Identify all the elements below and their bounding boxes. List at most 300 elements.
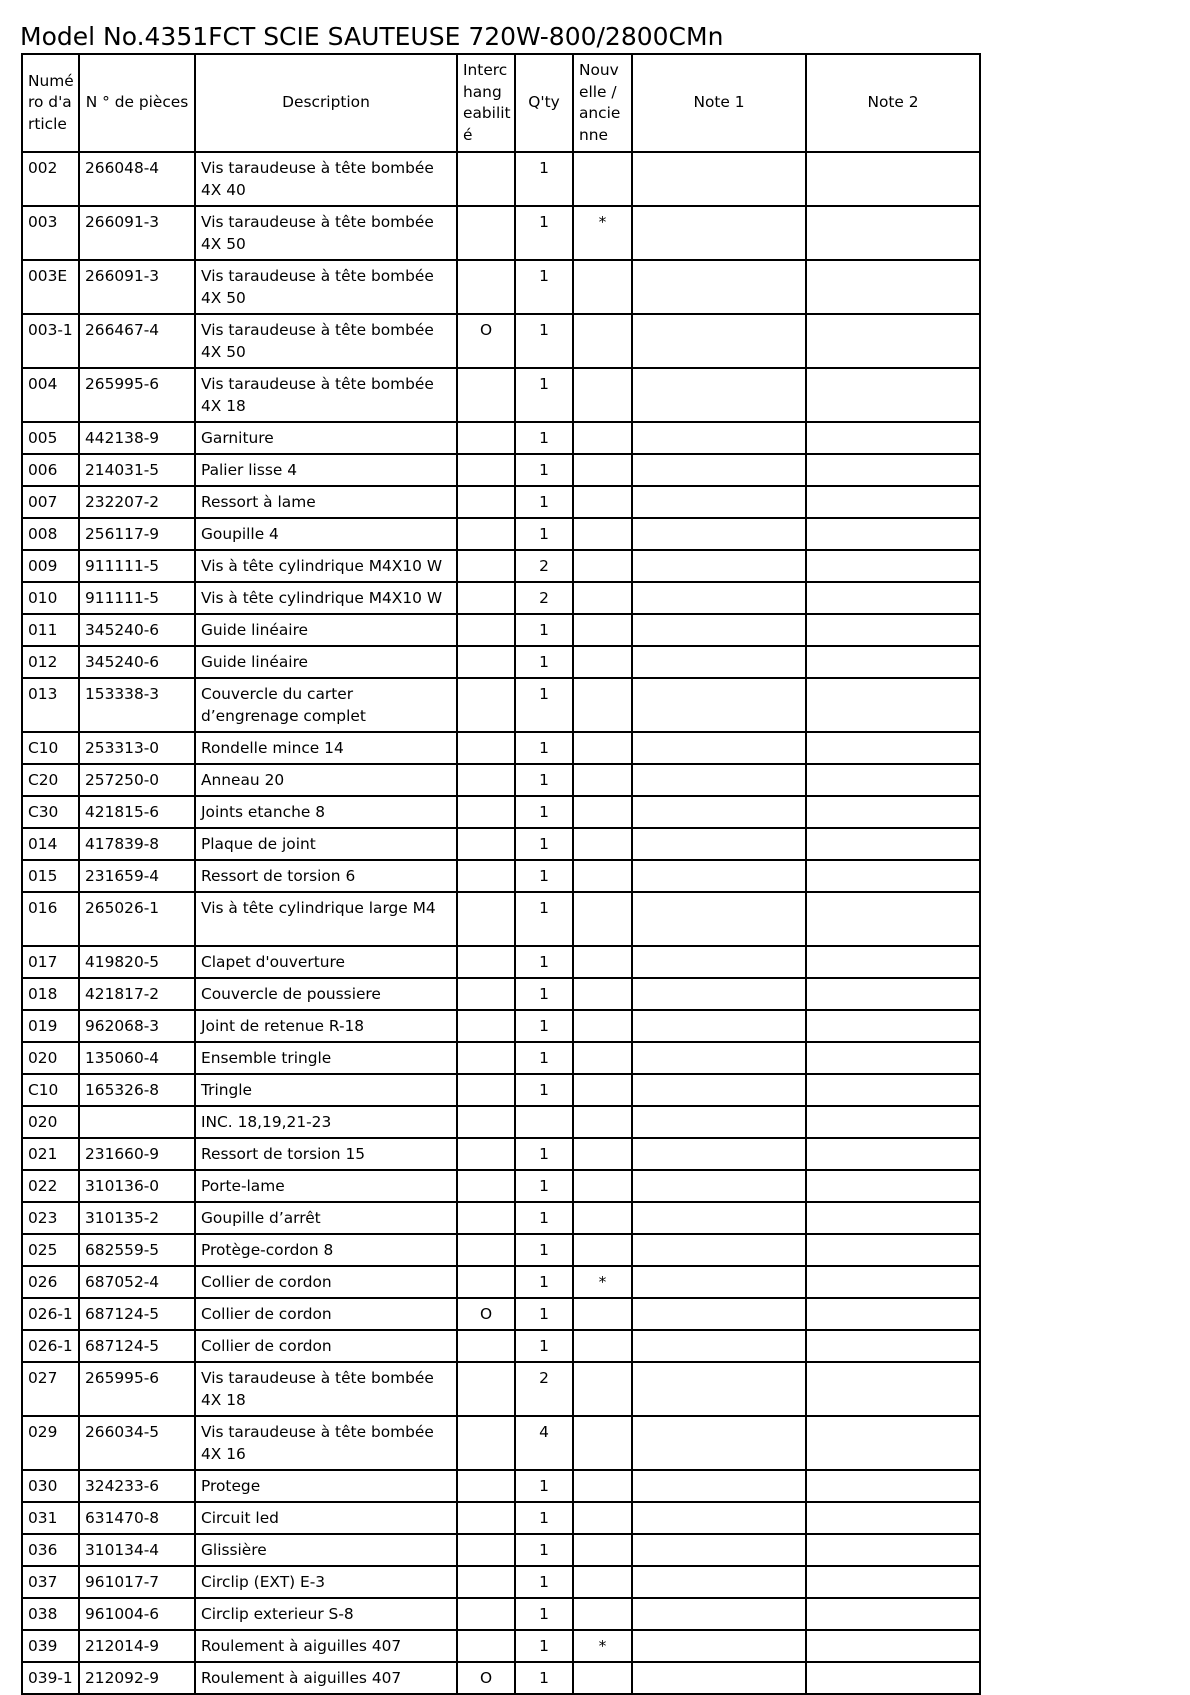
- cell-quantity: 1: [515, 860, 573, 892]
- cell-item-number: 005: [22, 422, 79, 454]
- table-row: [22, 732, 980, 764]
- cell-interchangeability: [457, 1598, 515, 1630]
- cell-note-2: [806, 454, 980, 486]
- cell-interchangeability: O: [457, 1298, 515, 1330]
- cell-quantity: 1: [515, 1266, 573, 1298]
- cell-item-number: 003-1: [22, 314, 79, 368]
- cell-quantity: 1: [515, 1470, 573, 1502]
- cell-item-number: 026-1: [22, 1298, 79, 1330]
- cell-quantity: 1: [515, 518, 573, 550]
- cell-description: Guide linéaire: [195, 646, 457, 678]
- cell-description: Glissière: [195, 1534, 457, 1566]
- header-part-number: N ° de pièces: [79, 54, 195, 152]
- cell-new-old: *: [573, 1630, 632, 1662]
- cell-interchangeability: [457, 1234, 515, 1266]
- cell-interchangeability: [457, 152, 515, 206]
- cell-note-1: [632, 1416, 806, 1470]
- cell-quantity: 1: [515, 1042, 573, 1074]
- cell-note-1: [632, 1138, 806, 1170]
- cell-interchangeability: [457, 892, 515, 946]
- cell-quantity: 1: [515, 1502, 573, 1534]
- cell-new-old: [573, 860, 632, 892]
- cell-note-1: [632, 1330, 806, 1362]
- cell-note-2: [806, 550, 980, 582]
- cell-description: Guide linéaire: [195, 614, 457, 646]
- cell-note-1: [632, 732, 806, 764]
- cell-description: Vis taraudeuse à tête bombée 4X 16: [195, 1416, 457, 1470]
- cell-description: Ressort de torsion 15: [195, 1138, 457, 1170]
- cell-item-number: 013: [22, 678, 79, 732]
- table-header-row: [22, 54, 980, 152]
- cell-new-old: [573, 368, 632, 422]
- cell-new-old: [573, 614, 632, 646]
- cell-new-old: [573, 1534, 632, 1566]
- cell-description: Collier de cordon: [195, 1330, 457, 1362]
- cell-note-1: [632, 978, 806, 1010]
- cell-note-1: [632, 260, 806, 314]
- cell-new-old: [573, 646, 632, 678]
- cell-note-2: [806, 1630, 980, 1662]
- cell-note-1: [632, 1074, 806, 1106]
- cell-quantity: 1: [515, 1330, 573, 1362]
- cell-note-2: [806, 206, 980, 260]
- table-row: [22, 1662, 980, 1694]
- table-row: [22, 1266, 980, 1298]
- cell-note-2: [806, 892, 980, 946]
- cell-quantity: 1: [515, 732, 573, 764]
- cell-item-number: 012: [22, 646, 79, 678]
- cell-new-old: [573, 1662, 632, 1694]
- cell-part-number: 231660-9: [79, 1138, 195, 1170]
- cell-part-number: 421817-2: [79, 978, 195, 1010]
- cell-part-number: 631470-8: [79, 1502, 195, 1534]
- cell-part-number: 687124-5: [79, 1330, 195, 1362]
- cell-note-1: [632, 1234, 806, 1266]
- cell-interchangeability: [457, 1202, 515, 1234]
- cell-note-1: [632, 1298, 806, 1330]
- cell-note-2: [806, 978, 980, 1010]
- cell-item-number: 003: [22, 206, 79, 260]
- table-row: [22, 1170, 980, 1202]
- cell-description: Couvercle du carter d’engrenage complet: [195, 678, 457, 732]
- table-row: [22, 614, 980, 646]
- cell-interchangeability: [457, 1534, 515, 1566]
- cell-note-2: [806, 1202, 980, 1234]
- header-quantity: Q'ty: [515, 54, 573, 152]
- cell-note-1: [632, 678, 806, 732]
- cell-description: Vis à tête cylindrique large M4: [195, 892, 457, 946]
- cell-interchangeability: [457, 206, 515, 260]
- cell-new-old: [573, 582, 632, 614]
- cell-interchangeability: [457, 1170, 515, 1202]
- table-row: [22, 1502, 980, 1534]
- cell-note-2: [806, 1266, 980, 1298]
- cell-quantity: 1: [515, 1202, 573, 1234]
- cell-note-2: [806, 260, 980, 314]
- table-row: [22, 860, 980, 892]
- cell-note-2: [806, 764, 980, 796]
- cell-item-number: 020: [22, 1106, 79, 1138]
- header-item-number: Numé ro d'a rticle: [22, 54, 79, 152]
- cell-new-old: [573, 1362, 632, 1416]
- cell-new-old: [573, 1074, 632, 1106]
- cell-quantity: 1: [515, 614, 573, 646]
- cell-note-1: [632, 1106, 806, 1138]
- cell-item-number: 009: [22, 550, 79, 582]
- table-row: [22, 206, 980, 260]
- cell-note-2: [806, 1534, 980, 1566]
- cell-note-2: [806, 614, 980, 646]
- cell-note-1: [632, 764, 806, 796]
- cell-note-1: [632, 796, 806, 828]
- table-row: [22, 486, 980, 518]
- cell-note-1: [632, 486, 806, 518]
- cell-part-number: 135060-4: [79, 1042, 195, 1074]
- cell-note-2: [806, 1010, 980, 1042]
- cell-item-number: 004: [22, 368, 79, 422]
- table-row: [22, 1566, 980, 1598]
- cell-part-number: 266091-3: [79, 260, 195, 314]
- cell-new-old: [573, 978, 632, 1010]
- table-row: [22, 1534, 980, 1566]
- cell-part-number: 265995-6: [79, 1362, 195, 1416]
- cell-note-2: [806, 1042, 980, 1074]
- table-row: [22, 646, 980, 678]
- cell-interchangeability: [457, 732, 515, 764]
- cell-new-old: [573, 454, 632, 486]
- header-note-2: Note 2: [806, 54, 980, 152]
- cell-part-number: 231659-4: [79, 860, 195, 892]
- cell-item-number: 023: [22, 1202, 79, 1234]
- cell-quantity: 1: [515, 1074, 573, 1106]
- cell-note-1: [632, 1042, 806, 1074]
- cell-new-old: [573, 678, 632, 732]
- cell-item-number: 026-1: [22, 1330, 79, 1362]
- cell-interchangeability: O: [457, 314, 515, 368]
- cell-new-old: [573, 828, 632, 860]
- cell-quantity: [515, 1106, 573, 1138]
- cell-note-1: [632, 1470, 806, 1502]
- cell-note-1: [632, 1598, 806, 1630]
- cell-note-1: [632, 1266, 806, 1298]
- cell-quantity: 1: [515, 828, 573, 860]
- table-row: [22, 1202, 980, 1234]
- cell-quantity: 1: [515, 646, 573, 678]
- cell-interchangeability: [457, 646, 515, 678]
- cell-description: Ensemble tringle: [195, 1042, 457, 1074]
- cell-quantity: 1: [515, 946, 573, 978]
- cell-item-number: 003E: [22, 260, 79, 314]
- cell-note-1: [632, 582, 806, 614]
- cell-item-number: C10: [22, 732, 79, 764]
- page-title: Model No.4351FCT SCIE SAUTEUSE 720W-800/2800CMn: [20, 22, 724, 51]
- table-row: [22, 1298, 980, 1330]
- cell-description: Protege: [195, 1470, 457, 1502]
- cell-note-2: [806, 1566, 980, 1598]
- table-row: [22, 1138, 980, 1170]
- cell-interchangeability: [457, 1106, 515, 1138]
- cell-new-old: [573, 1330, 632, 1362]
- table-row: [22, 764, 980, 796]
- table-row: [22, 1470, 980, 1502]
- cell-new-old: [573, 1416, 632, 1470]
- cell-new-old: [573, 1106, 632, 1138]
- cell-part-number: 153338-3: [79, 678, 195, 732]
- cell-description: Joint de retenue R-18: [195, 1010, 457, 1042]
- cell-description: Anneau 20: [195, 764, 457, 796]
- cell-note-2: [806, 422, 980, 454]
- cell-quantity: 2: [515, 1362, 573, 1416]
- cell-item-number: 038: [22, 1598, 79, 1630]
- table-row: [22, 260, 980, 314]
- cell-description: Goupille 4: [195, 518, 457, 550]
- table-row: [22, 796, 980, 828]
- cell-item-number: C20: [22, 764, 79, 796]
- header-description: Description: [195, 54, 457, 152]
- cell-part-number: 310135-2: [79, 1202, 195, 1234]
- cell-note-2: [806, 152, 980, 206]
- cell-description: Circlip exterieur S-8: [195, 1598, 457, 1630]
- table-row: [22, 678, 980, 732]
- table-row: [22, 422, 980, 454]
- cell-interchangeability: [457, 486, 515, 518]
- header-note-1: Note 1: [632, 54, 806, 152]
- cell-note-2: [806, 314, 980, 368]
- cell-note-2: [806, 1362, 980, 1416]
- cell-new-old: [573, 1138, 632, 1170]
- cell-note-2: [806, 1470, 980, 1502]
- cell-interchangeability: [457, 1630, 515, 1662]
- cell-part-number: [79, 1106, 195, 1138]
- cell-description: Vis taraudeuse à tête bombée 4X 18: [195, 368, 457, 422]
- cell-quantity: 1: [515, 764, 573, 796]
- cell-quantity: 1: [515, 152, 573, 206]
- cell-item-number: 031: [22, 1502, 79, 1534]
- cell-interchangeability: [457, 1330, 515, 1362]
- cell-note-1: [632, 206, 806, 260]
- cell-part-number: 266467-4: [79, 314, 195, 368]
- cell-new-old: [573, 518, 632, 550]
- cell-interchangeability: [457, 828, 515, 860]
- cell-item-number: 026: [22, 1266, 79, 1298]
- cell-note-2: [806, 1074, 980, 1106]
- table-row: [22, 892, 980, 946]
- cell-interchangeability: [457, 1266, 515, 1298]
- cell-interchangeability: [457, 1138, 515, 1170]
- cell-interchangeability: [457, 614, 515, 646]
- cell-part-number: 442138-9: [79, 422, 195, 454]
- cell-interchangeability: [457, 368, 515, 422]
- cell-interchangeability: [457, 860, 515, 892]
- cell-interchangeability: [457, 518, 515, 550]
- cell-quantity: 1: [515, 1662, 573, 1694]
- parts-table: [21, 53, 981, 1695]
- cell-item-number: 037: [22, 1566, 79, 1598]
- cell-interchangeability: [457, 422, 515, 454]
- cell-description: Roulement à aiguilles 407: [195, 1630, 457, 1662]
- table-row: [22, 828, 980, 860]
- cell-part-number: 911111-5: [79, 582, 195, 614]
- cell-note-1: [632, 828, 806, 860]
- cell-quantity: 1: [515, 1010, 573, 1042]
- cell-interchangeability: [457, 550, 515, 582]
- cell-item-number: 016: [22, 892, 79, 946]
- cell-note-1: [632, 1566, 806, 1598]
- cell-quantity: 1: [515, 1534, 573, 1566]
- cell-quantity: 1: [515, 206, 573, 260]
- cell-interchangeability: [457, 678, 515, 732]
- header-new-old: Nouv elle / ancie nne: [573, 54, 632, 152]
- cell-interchangeability: [457, 1010, 515, 1042]
- cell-interchangeability: [457, 946, 515, 978]
- cell-interchangeability: [457, 764, 515, 796]
- cell-interchangeability: [457, 978, 515, 1010]
- cell-part-number: 687052-4: [79, 1266, 195, 1298]
- table-row: [22, 1630, 980, 1662]
- cell-description: Tringle: [195, 1074, 457, 1106]
- cell-interchangeability: [457, 260, 515, 314]
- cell-new-old: [573, 892, 632, 946]
- cell-note-1: [632, 1662, 806, 1694]
- cell-note-2: [806, 1234, 980, 1266]
- cell-interchangeability: O: [457, 1662, 515, 1694]
- cell-description: Protège-cordon 8: [195, 1234, 457, 1266]
- cell-item-number: C10: [22, 1074, 79, 1106]
- cell-description: Circlip (EXT) E-3: [195, 1566, 457, 1598]
- cell-new-old: [573, 260, 632, 314]
- cell-note-2: [806, 646, 980, 678]
- cell-part-number: 265026-1: [79, 892, 195, 946]
- cell-new-old: [573, 486, 632, 518]
- cell-part-number: 257250-0: [79, 764, 195, 796]
- cell-new-old: [573, 1202, 632, 1234]
- cell-description: Vis taraudeuse à tête bombée 4X 50: [195, 314, 457, 368]
- cell-item-number: 020: [22, 1042, 79, 1074]
- cell-new-old: [573, 1010, 632, 1042]
- cell-description: Ressort à lame: [195, 486, 457, 518]
- cell-description: Garniture: [195, 422, 457, 454]
- cell-interchangeability: [457, 582, 515, 614]
- cell-part-number: 212092-9: [79, 1662, 195, 1694]
- cell-new-old: [573, 1042, 632, 1074]
- header-interchangeability: Interc hang eabilit é: [457, 54, 515, 152]
- table-row: [22, 1042, 980, 1074]
- cell-new-old: *: [573, 1266, 632, 1298]
- cell-note-1: [632, 152, 806, 206]
- table-row: [22, 582, 980, 614]
- cell-item-number: 022: [22, 1170, 79, 1202]
- cell-note-2: [806, 796, 980, 828]
- cell-note-1: [632, 1202, 806, 1234]
- cell-part-number: 417839-8: [79, 828, 195, 860]
- cell-item-number: 015: [22, 860, 79, 892]
- cell-item-number: 036: [22, 1534, 79, 1566]
- cell-note-1: [632, 1534, 806, 1566]
- cell-description: Vis taraudeuse à tête bombée 4X 18: [195, 1362, 457, 1416]
- cell-part-number: 911111-5: [79, 550, 195, 582]
- cell-interchangeability: [457, 796, 515, 828]
- cell-part-number: 962068-3: [79, 1010, 195, 1042]
- cell-description: Couvercle de poussiere: [195, 978, 457, 1010]
- cell-interchangeability: [457, 1470, 515, 1502]
- cell-description: Collier de cordon: [195, 1298, 457, 1330]
- cell-part-number: 165326-8: [79, 1074, 195, 1106]
- cell-description: Clapet d'ouverture: [195, 946, 457, 978]
- cell-item-number: 021: [22, 1138, 79, 1170]
- cell-quantity: 1: [515, 1298, 573, 1330]
- table-row: [22, 1234, 980, 1266]
- cell-item-number: 008: [22, 518, 79, 550]
- cell-note-2: [806, 678, 980, 732]
- cell-quantity: 1: [515, 1138, 573, 1170]
- cell-part-number: 266048-4: [79, 152, 195, 206]
- cell-part-number: 345240-6: [79, 614, 195, 646]
- cell-part-number: 266091-3: [79, 206, 195, 260]
- cell-interchangeability: [457, 1416, 515, 1470]
- cell-description: Collier de cordon: [195, 1266, 457, 1298]
- cell-note-2: [806, 732, 980, 764]
- cell-note-2: [806, 1106, 980, 1138]
- cell-new-old: [573, 1598, 632, 1630]
- cell-note-1: [632, 454, 806, 486]
- table-row: [22, 550, 980, 582]
- cell-note-2: [806, 860, 980, 892]
- cell-note-2: [806, 582, 980, 614]
- cell-item-number: 007: [22, 486, 79, 518]
- cell-description: Vis à tête cylindrique M4X10 W: [195, 550, 457, 582]
- cell-description: Vis taraudeuse à tête bombée 4X 50: [195, 260, 457, 314]
- cell-item-number: 039-1: [22, 1662, 79, 1694]
- cell-description: Vis taraudeuse à tête bombée 4X 40: [195, 152, 457, 206]
- cell-description: Ressort de torsion 6: [195, 860, 457, 892]
- cell-new-old: [573, 732, 632, 764]
- cell-item-number: 039: [22, 1630, 79, 1662]
- table-row: [22, 152, 980, 206]
- table-row: [22, 1074, 980, 1106]
- cell-item-number: 017: [22, 946, 79, 978]
- cell-quantity: 1: [515, 1170, 573, 1202]
- cell-description: INC. 18,19,21-23: [195, 1106, 457, 1138]
- cell-new-old: [573, 946, 632, 978]
- cell-description: Vis taraudeuse à tête bombée 4X 50: [195, 206, 457, 260]
- cell-description: Porte-lame: [195, 1170, 457, 1202]
- table-row: [22, 518, 980, 550]
- cell-part-number: 961017-7: [79, 1566, 195, 1598]
- cell-new-old: [573, 1298, 632, 1330]
- cell-interchangeability: [457, 1566, 515, 1598]
- cell-item-number: 002: [22, 152, 79, 206]
- cell-new-old: [573, 1566, 632, 1598]
- cell-description: Plaque de joint: [195, 828, 457, 860]
- cell-item-number: 029: [22, 1416, 79, 1470]
- cell-note-2: [806, 1298, 980, 1330]
- cell-item-number: 027: [22, 1362, 79, 1416]
- cell-quantity: 2: [515, 550, 573, 582]
- cell-quantity: 1: [515, 1566, 573, 1598]
- cell-description: Vis à tête cylindrique M4X10 W: [195, 582, 457, 614]
- cell-quantity: 2: [515, 582, 573, 614]
- cell-description: Goupille d’arrêt: [195, 1202, 457, 1234]
- cell-note-2: [806, 1170, 980, 1202]
- table-row: [22, 1330, 980, 1362]
- cell-note-2: [806, 1502, 980, 1534]
- cell-quantity: 1: [515, 796, 573, 828]
- cell-description: Rondelle mince 14: [195, 732, 457, 764]
- cell-item-number: 014: [22, 828, 79, 860]
- cell-part-number: 961004-6: [79, 1598, 195, 1630]
- cell-note-2: [806, 486, 980, 518]
- cell-part-number: 256117-9: [79, 518, 195, 550]
